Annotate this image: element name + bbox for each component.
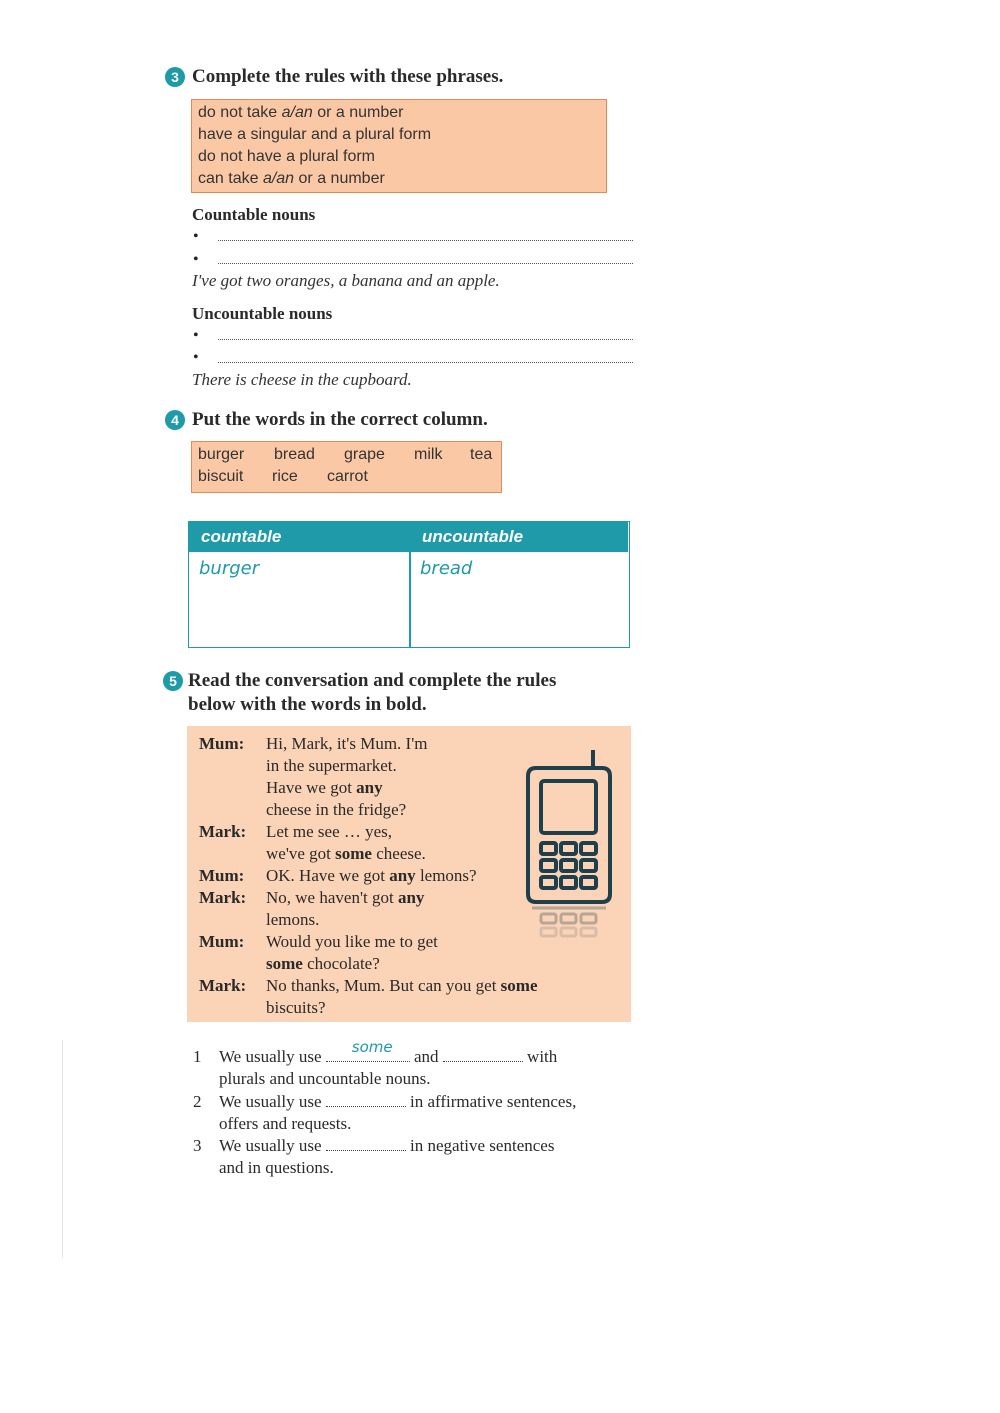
bullet: • <box>193 228 199 245</box>
answer-line[interactable] <box>218 339 633 340</box>
bullet: • <box>193 251 199 268</box>
conversation-line: lemons. <box>266 910 320 929</box>
conversation-line: biscuits? <box>266 998 326 1017</box>
exercise-5-title-line-1: Read the conversation and complete the rules <box>188 670 557 691</box>
exercise-5-title-line-2: below with the words in bold. <box>188 694 427 715</box>
conversation-line: Hi, Mark, it's Mum. I'm <box>266 734 428 753</box>
rule-1-line-1: We usually use some and with <box>219 1038 558 1066</box>
column-header-countable: countable <box>189 522 409 552</box>
rule-3-blank[interactable] <box>326 1136 406 1151</box>
rule-3-line-1: We usually use in negative sentences <box>219 1136 555 1155</box>
word-item[interactable]: rice <box>272 468 298 485</box>
answer-line[interactable] <box>218 263 633 264</box>
word-item[interactable]: burger <box>198 446 245 463</box>
phrase-3: do not have a plural form <box>198 148 375 165</box>
phrase-box <box>191 99 607 193</box>
exercise-4-title: Put the words in the correct column. <box>192 409 488 430</box>
exercise-3-title: Complete the rules with these phrases. <box>192 66 504 87</box>
rule-3-line-2: and in questions. <box>219 1158 334 1177</box>
speaker: Mark: <box>199 822 247 841</box>
rule-number: 2 <box>193 1092 202 1111</box>
word-item[interactable]: biscuit <box>198 468 244 485</box>
conversation-line: Have we got any <box>266 778 383 797</box>
rule-number: 1 <box>193 1047 202 1066</box>
conversation-line: Let me see … yes, <box>266 822 393 841</box>
rule-2-blank[interactable] <box>326 1092 406 1107</box>
phrase-1: do not take a/an or a number <box>198 104 404 121</box>
exercise-5-number: 5 <box>163 671 183 691</box>
conversation-line: in the supermarket. <box>266 756 397 775</box>
conversation-line: Would you like me to get <box>266 932 438 951</box>
conversation-line: we've got some cheese. <box>266 844 426 863</box>
mobile-phone-icon <box>524 746 616 951</box>
answer-line[interactable] <box>218 362 633 363</box>
conversation-line: some chocolate? <box>266 954 380 973</box>
conversation-line: OK. Have we got any lemons? <box>266 866 477 885</box>
phrase-2: have a singular and a plural form <box>198 126 432 143</box>
word-item[interactable]: grape <box>344 446 385 463</box>
word-item[interactable]: tea <box>470 446 493 463</box>
conversation-line: No, we haven't got any <box>266 888 425 907</box>
phrase-4: can take a/an or a number <box>198 170 385 187</box>
speaker: Mark: <box>199 888 247 907</box>
speaker: Mum: <box>199 734 245 753</box>
conversation-line: cheese in the fridge? <box>266 800 407 819</box>
rule-2-line-1: We usually use in affirmative sentences, <box>219 1092 577 1111</box>
speaker: Mum: <box>199 866 245 885</box>
column-divider <box>409 522 411 647</box>
uncountable-answer[interactable]: bread <box>420 558 473 579</box>
margin-line <box>62 1040 63 1258</box>
uncountable-example: There is cheese in the cupboard. <box>192 370 412 389</box>
word-item[interactable]: milk <box>414 446 443 463</box>
answer-line[interactable] <box>218 240 633 241</box>
speaker: Mum: <box>199 932 245 951</box>
exercise-3-number: 3 <box>165 67 185 87</box>
word-box <box>191 441 502 493</box>
countable-answer[interactable]: burger <box>199 558 260 579</box>
uncountable-heading: Uncountable nouns <box>192 304 333 323</box>
bullet: • <box>193 327 199 344</box>
rule-1-line-2: plurals and uncountable nouns. <box>219 1069 431 1088</box>
countable-example: I've got two oranges, a banana and an apple. <box>192 271 500 290</box>
column-header-uncountable: uncountable <box>410 522 628 552</box>
sorting-table <box>188 521 630 648</box>
word-item[interactable]: bread <box>274 446 315 463</box>
conversation-line: No thanks, Mum. But can you get some <box>266 976 538 995</box>
bullet: • <box>193 349 199 366</box>
rule-1-blank-a[interactable]: some <box>326 1047 410 1062</box>
countable-heading: Countable nouns <box>192 205 316 224</box>
exercise-4-number: 4 <box>165 410 185 430</box>
rule-1-blank-b[interactable] <box>443 1047 523 1062</box>
rule-number: 3 <box>193 1136 202 1155</box>
word-item[interactable]: carrot <box>327 468 368 485</box>
speaker: Mark: <box>199 976 247 995</box>
conversation-box <box>187 726 631 1022</box>
rule-2-line-2: offers and requests. <box>219 1114 352 1133</box>
